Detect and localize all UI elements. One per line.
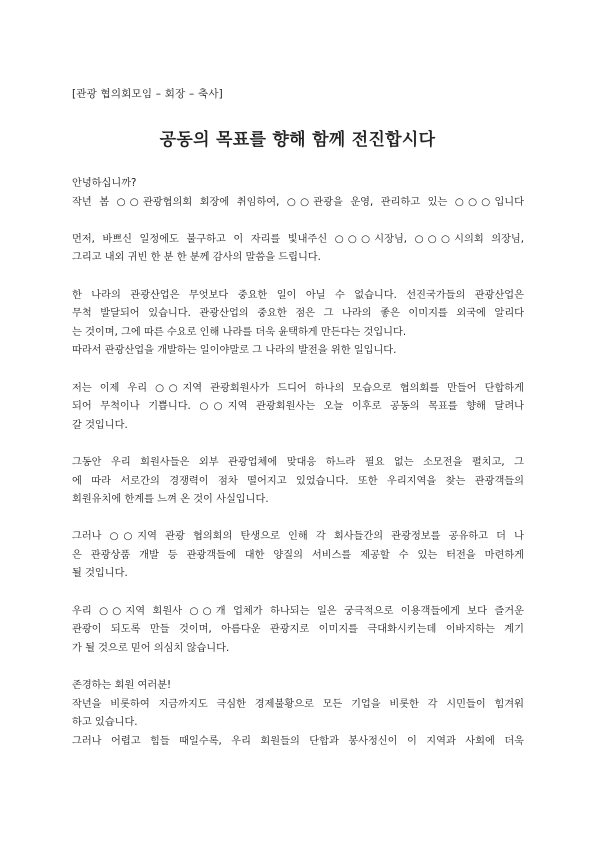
document-category: [관광 협의회모임 – 회장 – 축사] xyxy=(72,88,223,100)
paragraph xyxy=(72,287,524,361)
text-line: 는 것이며, 그에 따른 수요로 인해 나라를 더욱 윤택하게 만든다는 것입니다. xyxy=(72,326,407,338)
paragraph-gap xyxy=(72,658,524,677)
paragraph-gap xyxy=(72,268,524,287)
paragraph xyxy=(72,528,524,584)
paragraph xyxy=(72,454,524,510)
document-body xyxy=(72,175,524,751)
text-line: 그러나 ○○지역 관광 협의회의 탄생으로 인해 각 회사들간의 관광정보를 공유하고 더 나 xyxy=(72,531,524,543)
paragraph xyxy=(72,603,524,659)
text-line: 그리고 내외 귀빈 한 분 한 분께 감사의 말씀을 드립니다. xyxy=(72,252,321,264)
paragraph xyxy=(72,175,524,212)
text-line: 한 나라의 관광산업은 무엇보다 중요한 일이 아닐 수 없습니다. 선진국가들의 관광산업은 xyxy=(72,289,524,301)
text-line: 되어 무척이나 기쁩니다. ○○지역 관광회원사는 오늘 이후로 공동의 목표를 향해 달려나 xyxy=(72,401,524,413)
text-line: 회원유치에 한계를 느껴 온 것이 사실입니다. xyxy=(72,494,269,506)
text-line: 작년을 비롯하여 지금까지도 극심한 경제불황으로 모든 기업을 비롯한 각 시민들이 힘겨워 xyxy=(72,698,524,710)
text-line: 은 관광상품 개발 등 관광객들에 대한 양질의 서비스를 제공할 수 있는 터전을 마련하게 xyxy=(72,549,524,561)
text-line: 안녕하십니까? xyxy=(72,178,137,189)
paragraph xyxy=(72,677,524,751)
text-line: 그러나 어렵고 힘들 때일수록, 우리 회원들의 단합과 봉사정신이 이 지역과 사회에 더욱 xyxy=(72,735,524,747)
text-line: 가 될 것으로 믿어 의심치 않습니다. xyxy=(72,642,230,654)
text-line: 그동안 우리 회원사들은 외부 관광업체에 맞대응 하느라 필요 없는 소모전을 펼치고, 그 xyxy=(72,456,524,468)
paragraph-gap xyxy=(72,584,524,603)
text-line: 무척 발달되어 있습니다. 관광산업의 중요한 점은 그 나라의 좋은 이미지를 외국에 알리다 xyxy=(72,308,524,320)
text-line: 먼저, 바쁘신 일정에도 불구하고 이 자리를 빛내주신 ○○○시장님, ○○○시의회 의장님, xyxy=(72,233,524,245)
text-line: 따라서 관광산업을 개발하는 일이야말로 그 나라의 발전을 위한 일입니다. xyxy=(72,345,397,357)
paragraph xyxy=(72,231,524,268)
paragraph-gap xyxy=(72,212,524,231)
paragraph-gap xyxy=(72,361,524,380)
document-title: 공동의 목표를 향해 함께 전진합시다 xyxy=(159,130,436,150)
paragraph-gap xyxy=(72,435,524,454)
text-line: 관광이 되도록 만들 것이며, 아름다운 관광지로 이미지를 극대화시키는데 이바지하는 계기 xyxy=(72,624,524,636)
text-line: 존경하는 회원 여러분! xyxy=(72,680,172,692)
text-line: 저는 이제 우리 ○○지역 관광회원사가 드디어 하나의 모습으로 협의회를 만들어 단합하게 xyxy=(72,382,524,394)
text-line: 될 것입니다. xyxy=(72,568,128,580)
text-line: 우리 ○○지역 회원사 ○○개 업체가 하나되는 일은 궁극적으로 이용객들에게 보다 즐거운 xyxy=(72,605,524,617)
text-line: 하고 있습니다. xyxy=(72,717,138,729)
paragraph xyxy=(72,380,524,436)
paragraph-gap xyxy=(72,510,524,529)
text-line: 에 따라 서로간의 경쟁력이 점차 떨어지고 있었습니다. 또한 우리지역을 찾는 관광객들의 xyxy=(72,475,524,487)
text-line: 갈 것입니다. xyxy=(72,419,128,431)
text-line: 작년 봄 ○○관광협의회 회장에 취임하여, ○○관광을 운영, 관리하고 있는 ○○○입니다 xyxy=(72,196,524,208)
